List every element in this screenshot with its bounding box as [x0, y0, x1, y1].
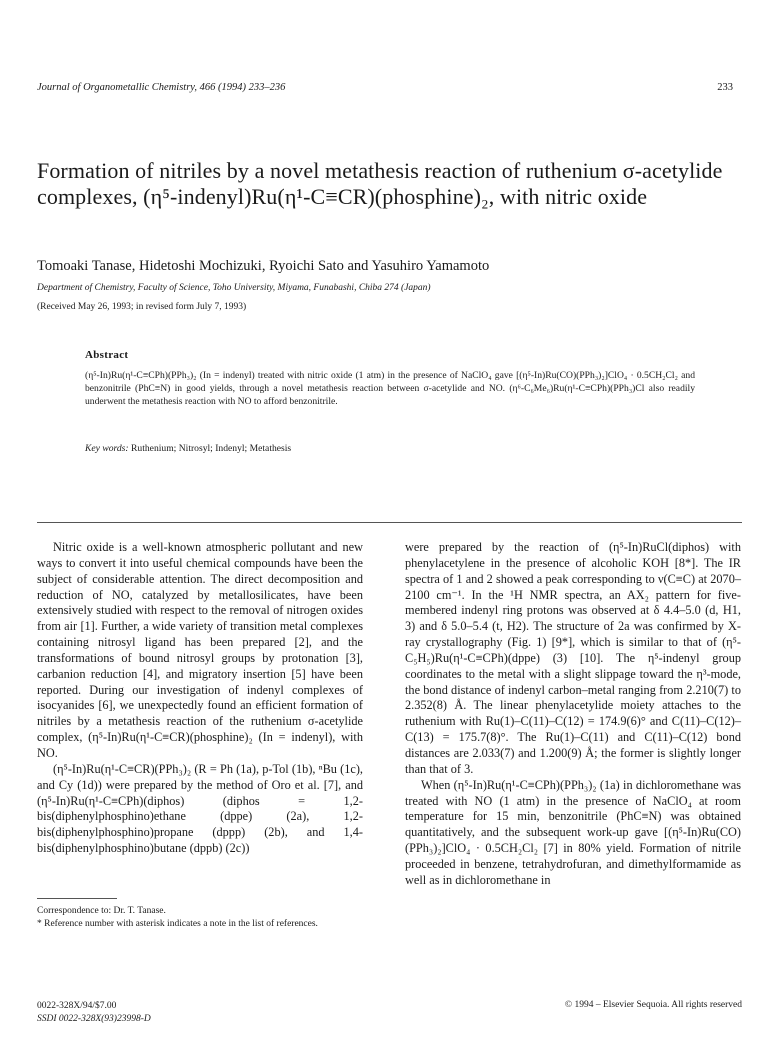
correspondence-note: Correspondence to: Dr. T. Tanase.: [37, 906, 166, 916]
footnote-divider: [37, 898, 117, 899]
asterisk-note: * Reference number with asterisk indicates a note in the list of references.: [37, 918, 318, 929]
body-paragraph: Nitric oxide is a well-known atmospheric pollutant and new ways to convert it into useful chemical compounds have been the subject of considerable attention. The direct decomposition and reduction of NO, catalyzed by metallosilicates, have been extensively studied with respect to the removal of nitrogen oxides from air [1]. Further, a wide variety of transition metal complexes containing nitrosyl ligand has been prepared [2], and the transformations of bound nitrosyl groups by protonation [3], carbanion reduction [4], and migratory insertion [5] have been reported. During our investigation of indenyl complexes of isocyanides [6], we unexpectedly found an efficient formation of nitriles by a metathesis reaction of the ruthenium σ-acetylide complex, (η⁵-In)Ru(η¹-C≡CR)(phosphine)₂ (In = indenyl), with NO.: [37, 540, 363, 760]
abstract-heading: Abstract: [85, 349, 129, 361]
section-divider: [37, 522, 742, 523]
footnotes: [37, 898, 363, 930]
issn: 0022-328X/94/$7.00: [37, 1001, 117, 1011]
abstract-text: (η⁵-In)Ru(η¹-C≡CPh)(PPh₃)₂ (In = indenyl) treated with nitric oxide (1 atm) in the presence of NaClO₄ gave [(η⁵-In)Ru(CO)(PPh₃)₂]ClO₄ · 0.5CH₂Cl₂ and benzonitrile (PhC≡N) in good yields, through a novel metathesis reaction between σ-acetylide and NO. (η⁶-C₆Me₆)Ru(η¹-C≡CPh)(PPh₃)Cl also readily underwent the metathesis reaction with NO to afford benzonitrile.: [85, 370, 695, 408]
body-column-right: [405, 540, 741, 889]
copyright: © 1994 – Elsevier Sequoia. All rights reserved: [564, 1000, 742, 1010]
keywords-label: Key words:: [85, 443, 129, 454]
issn-block: [37, 1000, 151, 1025]
keywords-list: Ruthenium; Nitrosyl; Indenyl; Metathesis: [128, 443, 292, 454]
ssdi: SSDI 0022-328X(93)23998-D: [37, 1013, 151, 1024]
affiliation: Department of Chemistry, Faculty of Science, Toho University, Miyama, Funabashi, Chiba 274 (Japan): [37, 283, 431, 293]
body-column-left: [37, 540, 363, 857]
received-dates: (Received May 26, 1993; in revised form July 7, 1993): [37, 302, 247, 312]
body-paragraph: were prepared by the reaction of (η⁵-In)RuCl(diphos) with phenylacetylene in the presence of alcoholic KOH [8*]. The IR spectra of 1 and 2 showed a peak corresponding to ν(C≡C) at 2070–2100 cm⁻¹. In the ¹H NMR spectra, an AX₂ pattern for five-membered indenyl ring protons was observed at δ 4.4–5.0 (d, H1, 3) and δ 5.0–5.4 (t, H2). The structure of 2a was confirmed by X-ray crystallography (Fig. 1) [9*], which is similar to that of (η⁵-C₅H₅)Ru(η¹-C≡CPh)(dppe) (3) [10]. The η⁵-indenyl group coordinates to the metal with a slight slippage toward the η³-mode, the bond distance of indenyl carbon–metal ranging from 2.210(7) to 2.352(8) Å. The linear phenylacetylide moiety attaches to the ruthenium with Ru(1)–C(11)–C(12) = 174.9(6)° and C(11)–C(12)–C(13) = 175.7(8)°. The Ru(1)–C(11) and C(11)–C(12) bond distances are 2.033(7) and 1.200(9) Å; the former is slightly longer than that of 3.: [405, 540, 741, 776]
keywords: [85, 443, 291, 454]
body-paragraph: When (η⁵-In)Ru(η¹-C≡CPh)(PPh₃)₂ (1a) in dichloromethane was treated with NO (1 atm) in the presence of NaClO₄ at room temperature for 15 min, benzonitrile (PhC≡N) was obtained quantitatively, and the subsequent work-up gave [(η⁵-In)Ru(CO)(PPh₃)₂]ClO₄ · 0.5CH₂Cl₂ [7] in 80% yield. Formation of nitrile proceeded in benzene, tetrahydrofuran, and dimethylformamide as well as in dichloromethane in: [405, 777, 741, 887]
journal-citation: Journal of Organometallic Chemistry, 466 (1994) 233–236: [37, 82, 286, 93]
body-paragraph: (η⁵-In)Ru(η¹-C≡CR)(PPh₃)₂ (R = Ph (1a), p-Tol (1b), ⁿBu (1c), and Cy (1d)) were prepared by the method of Oro et al. [7], and (η⁵-In)Ru(η¹-C≡CPh)(diphos) (diphos = 1,2-bis(diphenylphosphino)ethane (dppe) (2a), 1,2-bis(diphenylphosphino)propane (dppp) (2b), and 1,4-bis(diphenylphosphino)butane (dppb) (2c)): [37, 761, 363, 856]
author-list: Tomoaki Tanase, Hidetoshi Mochizuki, Ryoichi Sato and Yasuhiro Yamamoto: [37, 258, 490, 274]
page-number: 233: [717, 82, 733, 93]
article-title: Formation of nitriles by a novel metathesis reaction of ruthenium σ-acetylide complexes, (η⁵-indenyl)Ru(η¹-C≡CR)(phosphine)₂, with nitric oxide: [37, 158, 723, 209]
